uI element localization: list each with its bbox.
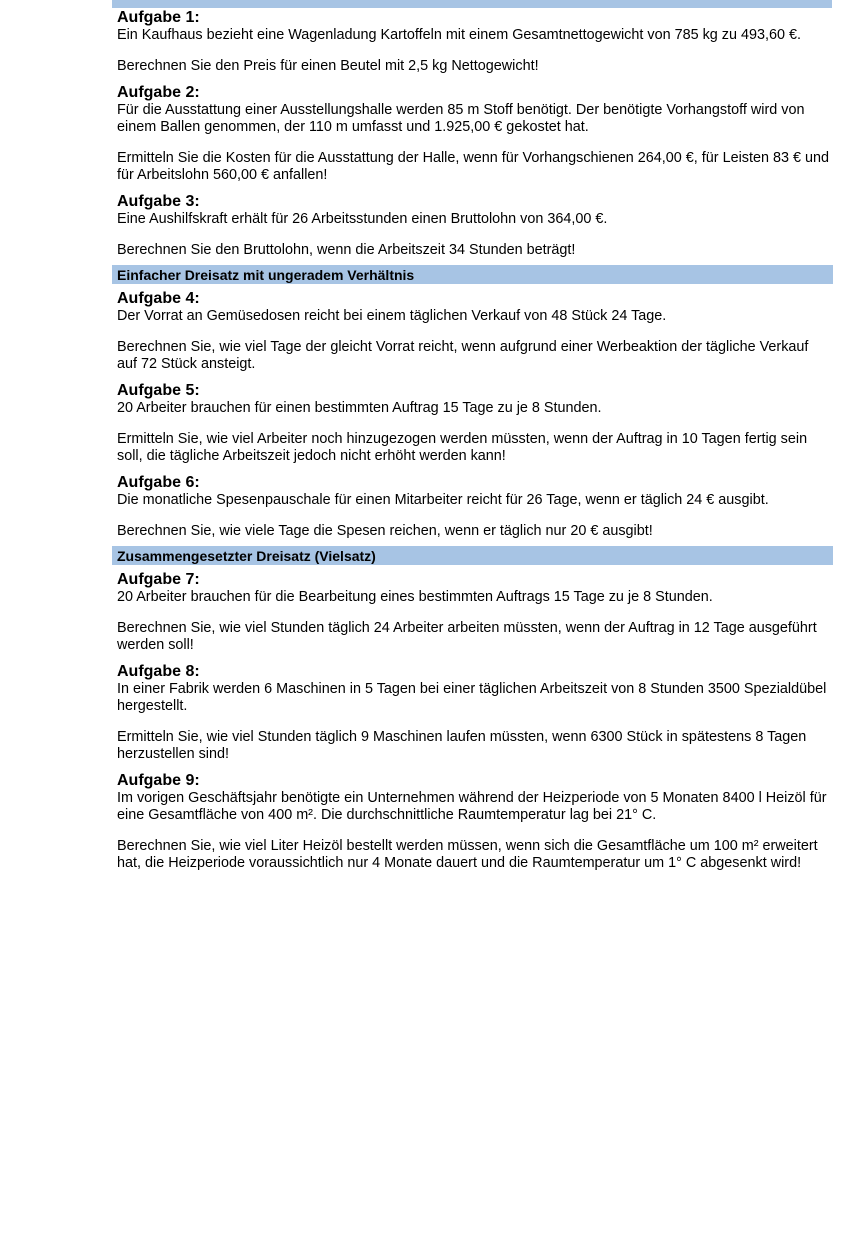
task-question: Berechnen Sie, wie viel Stunden täglich 24 Arbeiter arbeiten müssten, wenn der Auftrag in 12 Tage ausgeführt werden soll! [117, 620, 817, 653]
task-text: 20 Arbeiter brauchen für die Bearbeitung eines bestimmten Auftrags 15 Tage zu je 8 Stunden. [117, 589, 713, 605]
worksheet-content [117, 9, 832, 872]
task-8 [117, 663, 832, 763]
task-text: Im vorigen Geschäftsjahr benötigte ein Unternehmen während der Heizperiode von 5 Monaten 8400 l Heizöl für eine Gesamtfläche von 400 m². Die durchschnittliche Raumtemperatur lag bei 21° C. [117, 790, 827, 823]
task-title: Aufgabe 4: [117, 290, 200, 307]
task-text: In einer Fabrik werden 6 Maschinen in 5 Tagen bei einer täglichen Arbeitszeit von 8 Stunden 3500 Spezialdübel hergestellt. [117, 681, 827, 714]
task-text: Ein Kaufhaus bezieht eine Wagenladung Kartoffeln mit einem Gesamtnettogewicht von 785 kg zu 493,60 €. [117, 27, 801, 43]
task-title: Aufgabe 2: [117, 84, 200, 101]
task-1 [117, 9, 832, 75]
task-title: Aufgabe 6: [117, 474, 200, 491]
task-9 [117, 772, 832, 872]
task-title: Aufgabe 9: [117, 772, 200, 789]
task-question: Berechnen Sie den Bruttolohn, wenn die Arbeitszeit 34 Stunden beträgt! [117, 242, 576, 258]
task-question: Ermitteln Sie, wie viel Arbeiter noch hinzugezogen werden müssten, wenn der Auftrag in 10 Tagen fertig sein soll, die tägliche Arbeitszeit jedoch nicht erhöht werden kann! [117, 431, 808, 464]
task-text: Eine Aushilfskraft erhält für 26 Arbeitsstunden einen Bruttolohn von 364,00 €. [117, 211, 608, 227]
task-2 [117, 84, 832, 184]
task-question: Berechnen Sie, wie viel Tage der gleicht Vorrat reicht, wenn aufgrund einer Werbeaktion der tägliche Verkauf auf 72 Stück ansteigt. [117, 339, 809, 372]
task-text: Der Vorrat an Gemüsedosen reicht bei einem täglichen Verkauf von 48 Stück 24 Tage. [117, 308, 667, 324]
task-title: Aufgabe 8: [117, 663, 200, 680]
task-5 [117, 382, 832, 465]
task-question: Ermitteln Sie die Kosten für die Ausstattung der Halle, wenn für Vorhangschienen 264,00 €, für Leisten 83 € und für Arbeitslohn 560,00 € anfallen! [117, 150, 829, 183]
task-text: Die monatliche Spesenpauschale für einen Mitarbeiter reicht für 26 Tage, wenn er täglich 24 € ausgibt. [117, 492, 769, 508]
task-7 [117, 571, 832, 654]
task-question: Berechnen Sie den Preis für einen Beutel mit 2,5 kg Nettogewicht! [117, 58, 539, 74]
task-text: 20 Arbeiter brauchen für einen bestimmten Auftrag 15 Tage zu je 8 Stunden. [117, 400, 602, 416]
task-title: Aufgabe 7: [117, 571, 200, 588]
task-question: Ermitteln Sie, wie viel Stunden täglich 9 Maschinen laufen müssten, wenn 6300 Stück in spätestens 8 Tagen herzustellen sind! [117, 729, 807, 762]
task-question: Berechnen Sie, wie viel Liter Heizöl bestellt werden müssen, wenn sich die Gesamtfläche um 100 m² erweitert hat, die Heizperiode voraussichtlich nur 4 Monate dauert und die Raumtemperatur um 1° C abgesenkt wird! [117, 838, 818, 871]
section-header-bar-top [112, 0, 832, 8]
task-3 [117, 193, 832, 259]
task-title: Aufgabe 3: [117, 193, 200, 210]
section-header-ungerades-verhaeltnis: Einfacher Dreisatz mit ungeradem Verhältnis [112, 265, 833, 284]
task-text: Für die Ausstattung einer Ausstellungshalle werden 85 m Stoff benötigt. Der benötigte Vorhangstoff wird von einem Ballen genommen, der 110 m umfasst und 1.925,00 € gekostet hat. [117, 102, 805, 135]
task-question: Berechnen Sie, wie viele Tage die Spesen reichen, wenn er täglich nur 20 € ausgibt! [117, 523, 653, 539]
section-header-vielsatz: Zusammengesetzter Dreisatz (Vielsatz) [112, 546, 833, 565]
task-6 [117, 474, 832, 540]
task-4 [117, 290, 832, 373]
task-title: Aufgabe 1: [117, 9, 200, 26]
task-title: Aufgabe 5: [117, 382, 200, 399]
